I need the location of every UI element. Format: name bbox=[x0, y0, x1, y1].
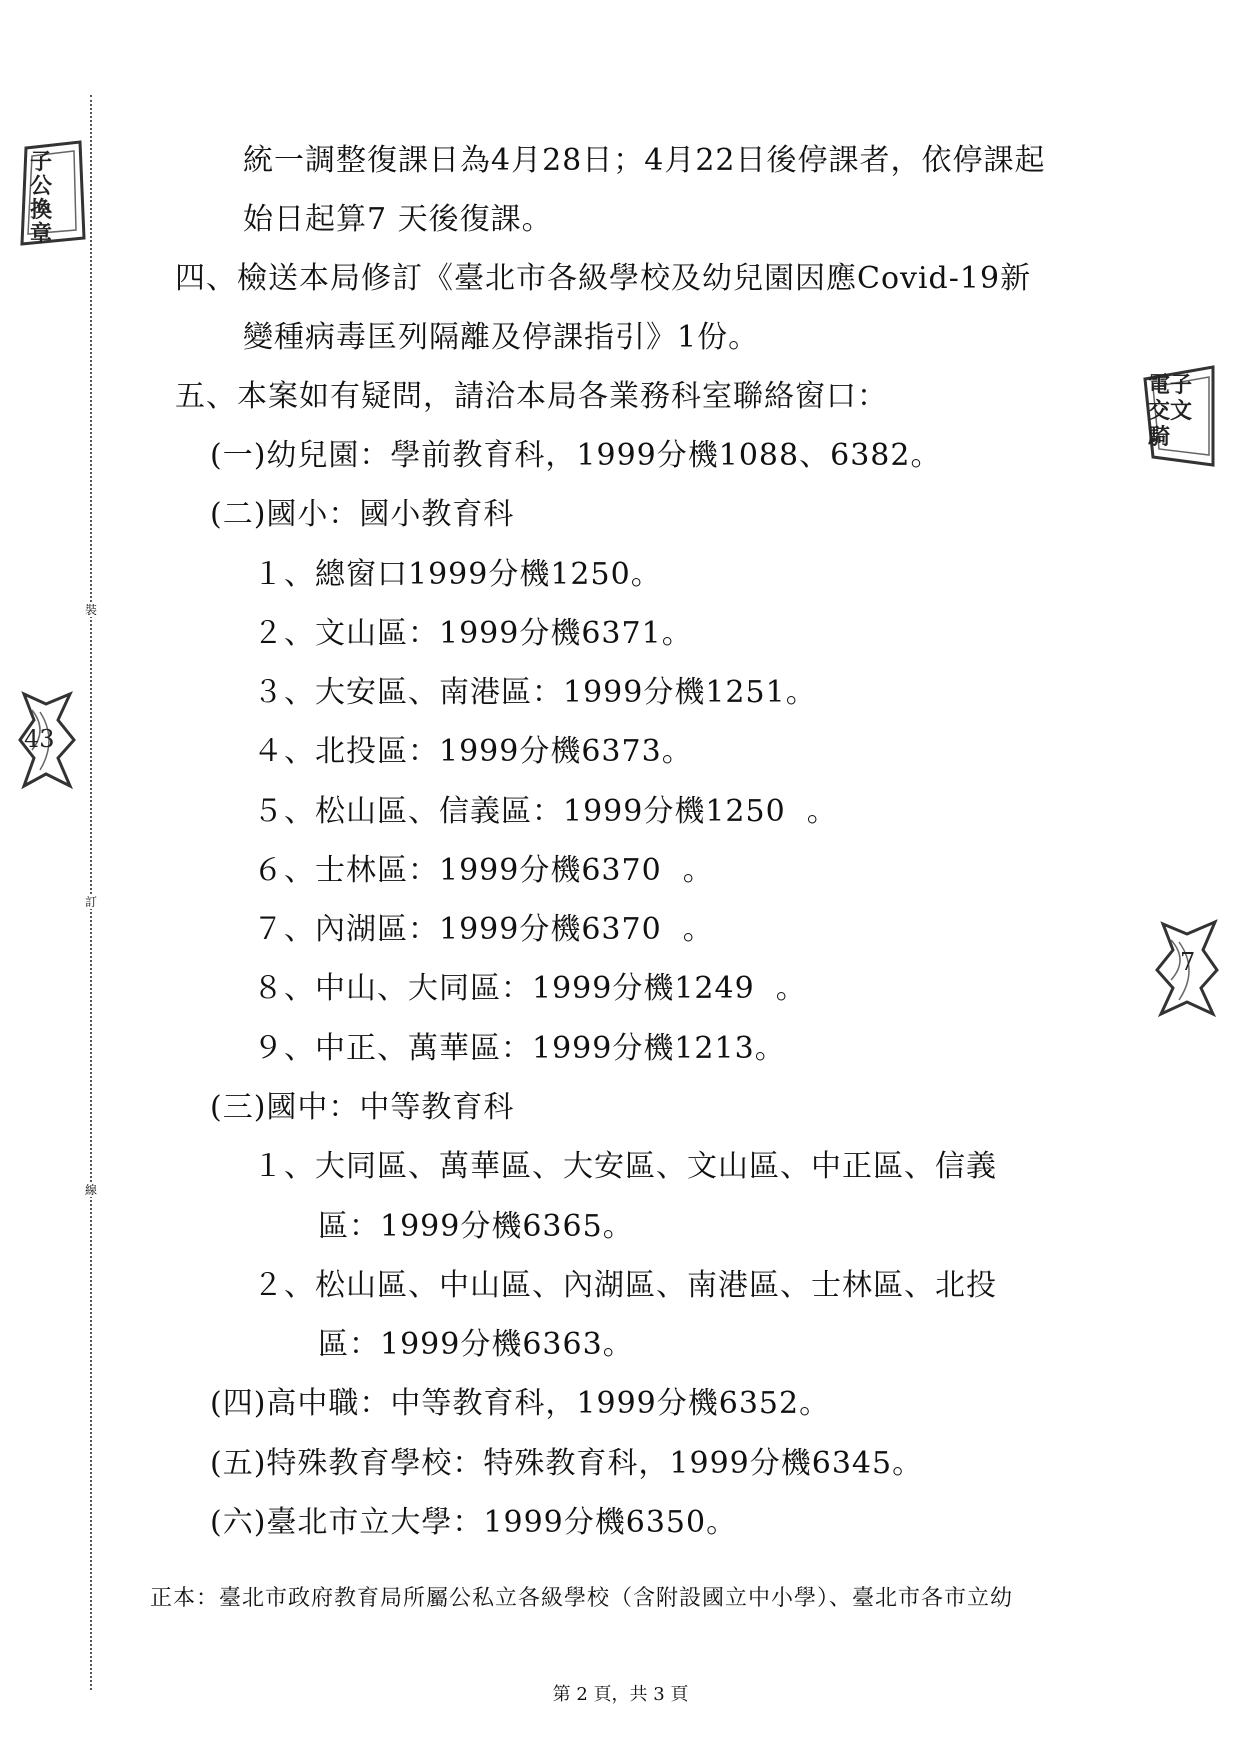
binding-label-zhuang: 裝 bbox=[84, 603, 97, 617]
body-line-1: 統一調整復課日為4月28日；4月22日後停課者，依停課起 bbox=[243, 143, 1046, 178]
page-number: 第 2 頁，共 3 頁 bbox=[552, 1684, 689, 1705]
item-five: 五、本案如有疑問，請洽本局各業務科室聯絡窗口： bbox=[175, 379, 888, 414]
sub-kindergarten: (一)幼兒園：學前教育科，1999分機1088、6382。 bbox=[210, 438, 942, 473]
seal-right-number: 7 bbox=[1180, 948, 1196, 976]
sub-city-university: (六)臺北市立大學：1999分機6350。 bbox=[210, 1505, 738, 1540]
item-four: 四、檢送本局修訂《臺北市各級學校及幼兒園因應Covid-19新 bbox=[175, 261, 1032, 296]
junior-high-contact-2: ２、松山區、中山區、內湖區、南港區、士林區、北投 bbox=[253, 1268, 997, 1303]
junior-high-contact-2-cont: 區：1999分機6363。 bbox=[318, 1327, 634, 1362]
binding-label-ding: 訂 bbox=[84, 895, 97, 909]
item-four-cont: 變種病毒匡列隔離及停課指引》1份。 bbox=[243, 320, 760, 355]
elementary-contact-5: ５、松山區、信義區：1999分機1250 。 bbox=[253, 794, 838, 829]
sub-special-education: (五)特殊教育學校：特殊教育科，1999分機6345。 bbox=[210, 1446, 924, 1481]
body-line-2: 始日起算7 天後復課。 bbox=[243, 202, 553, 237]
sub-elementary: (二)國小：國小教育科 bbox=[210, 497, 515, 532]
junior-high-contact-1-cont: 區：1999分機6365。 bbox=[318, 1209, 634, 1244]
binding-dotted-line bbox=[90, 95, 92, 1690]
elementary-contact-6: ６、士林區：1999分機6370 。 bbox=[253, 853, 714, 888]
elementary-contact-9: ９、中正、萬華區：1999分機1213。 bbox=[253, 1031, 786, 1066]
seal-left-number: 43 bbox=[24, 725, 55, 753]
sub-junior-high: (三)國中：中等教育科 bbox=[210, 1090, 515, 1125]
sub-senior-vocational: (四)高中職：中等教育科，1999分機6352。 bbox=[210, 1386, 831, 1421]
distribution-line: 正本：臺北市政府教育局所屬公私立各級學校（含附設國立中小學）、臺北市各市立幼 bbox=[150, 1586, 1014, 1611]
elementary-contact-2: ２、文山區：1999分機6371。 bbox=[253, 616, 693, 651]
junior-high-contact-1: １、大同區、萬華區、大安區、文山區、中正區、信義 bbox=[253, 1149, 997, 1184]
elementary-contact-7: ７、內湖區：1999分機6370 。 bbox=[253, 912, 714, 947]
binding-label-xian: 線 bbox=[84, 1183, 97, 1197]
exchange-stamp-text: 子公換章 bbox=[30, 149, 53, 247]
elementary-contact-8: ８、中山、大同區：1999分機1249 。 bbox=[253, 971, 807, 1006]
elementary-contact-1: １、總窗口1999分機1250。 bbox=[253, 557, 662, 592]
elementary-contact-4: ４、北投區：1999分機6373。 bbox=[253, 734, 693, 769]
electronic-stamp-text: 電子交文騎 bbox=[1148, 372, 1193, 450]
elementary-contact-3: ３、大安區、南港區：1999分機1251。 bbox=[253, 675, 817, 710]
